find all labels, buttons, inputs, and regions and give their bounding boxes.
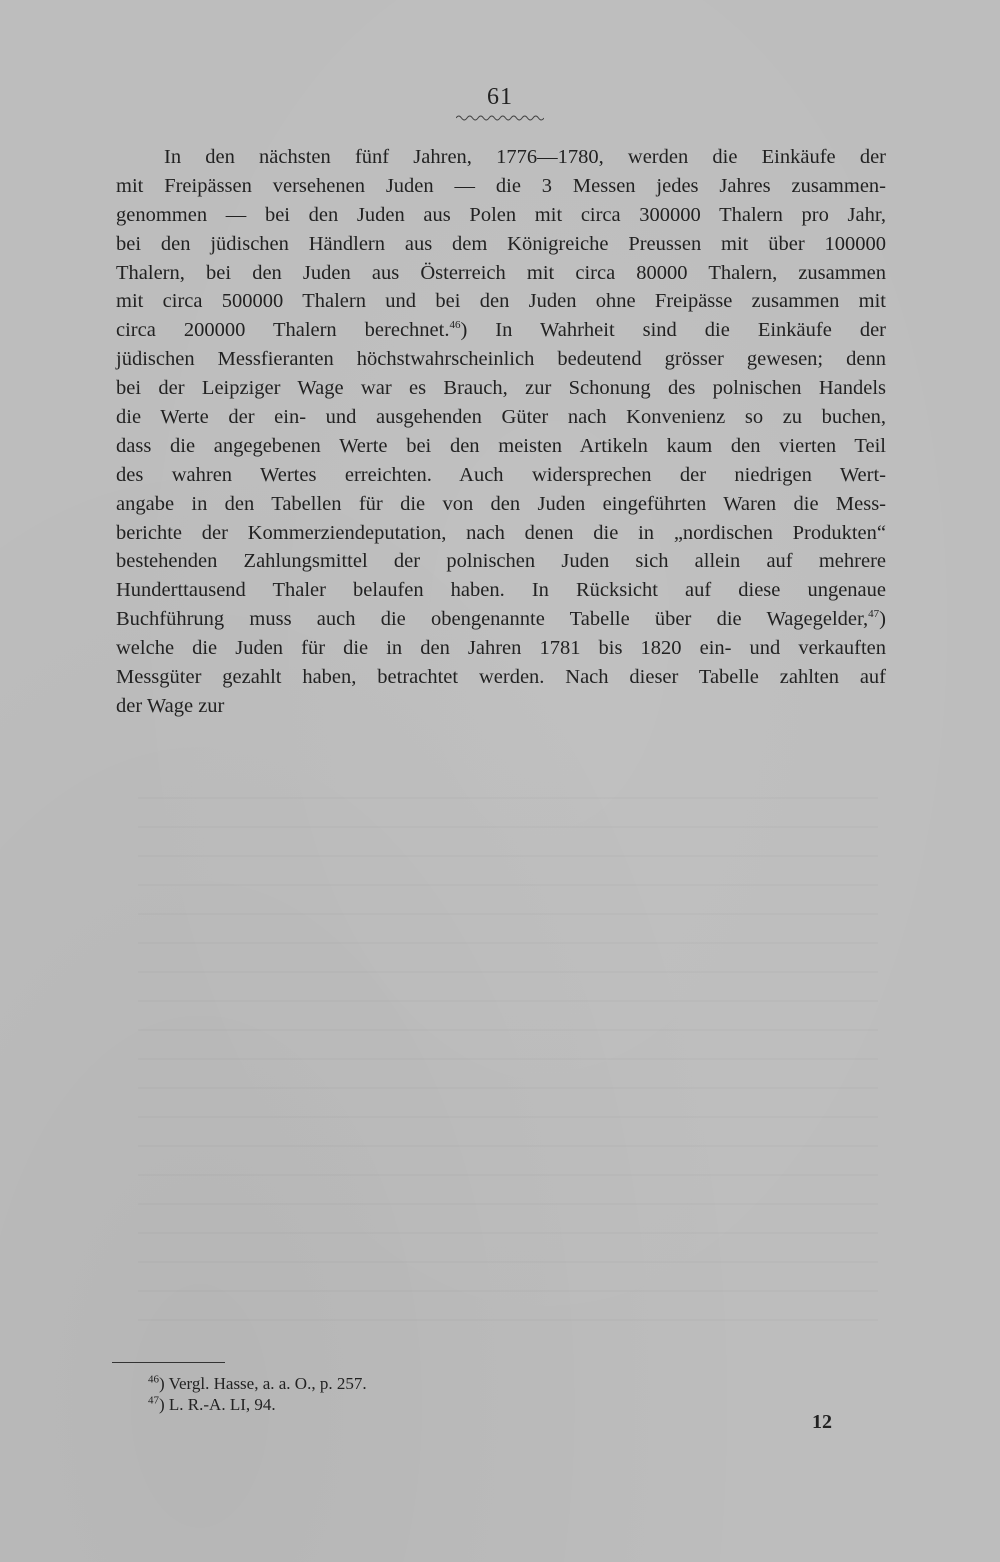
text-segment: Buchführung muss auch die obengenannte Tabelle über die Wagegelder, (116, 608, 869, 631)
faint-bleedthrough (138, 770, 878, 1330)
text-segment: circa 200000 Thalern berechnet. (116, 319, 450, 342)
text-line: welche die Juden für die in den Jahren 1781 bis 1820 ein- und verkauften (116, 637, 886, 660)
footnotes (148, 1373, 367, 1415)
text-line: Messgüter gezahlt haben, betrachtet werden. Nach dieser Tabelle zahlten auf (116, 666, 886, 689)
text-line: jüdischen Messfieranten höchstwahrscheinlich bedeutend grösser gewesen; denn (116, 348, 886, 371)
text-line: mit circa 500000 Thalern und bei den Juden ohne Freipässe zusammen mit (116, 290, 886, 313)
text-line: der Wage zur (116, 694, 225, 717)
footnote-mark: 47 (148, 1394, 159, 1407)
page-number: 61 (487, 84, 513, 110)
text-line-with-footnote-ref: Buchführung muss auch die obengenannte Tabelle über die Wagegelder,$^{47}$) (116, 608, 886, 631)
text-line: bei den jüdischen Händlern aus dem Königreiche Preussen mit über 100000 (116, 232, 886, 255)
text-line: Hunderttausend Thaler belaufen haben. In Rücksicht auf diese ungenaue (116, 579, 886, 602)
text-line: angabe in den Tabellen für die von den Juden eingeführten Waren die Mess- (116, 492, 886, 515)
footnote-ref-46[interactable]: 46 (449, 319, 461, 332)
text-line-with-footnote-ref: circa 200000 Thalern berechnet.$^{46}$) In Wahrheit sind die Einkäufe der (116, 319, 887, 342)
text-line: mit Freipässen versehenen Juden — die 3 Messen jedes Jahres zusammen- (116, 174, 886, 197)
text-line: genommen — bei den Juden aus Polen mit circa 300000 Thalern pro Jahr, (116, 203, 886, 226)
text-line: Thalern, bei den Juden aus Österreich mit circa 80000 Thalern, zusammen (116, 261, 886, 284)
text-segment: In Wahrheit sind die Einkäufe der (467, 319, 887, 342)
footnote-divider (112, 1362, 225, 1363)
footnote-mark: 46 (148, 1373, 159, 1386)
footnote-ref-47[interactable]: 47 (868, 608, 880, 621)
text-line: bei der Leipziger Wage war es Brauch, zur Schonung des polnischen Handels (116, 377, 886, 400)
sheet-signature-number: 12 (812, 1411, 832, 1433)
text-line: des wahren Wertes erreichten. Auch widersprechen der niedrigen Wert- (116, 463, 886, 486)
footnote-46 (148, 1373, 367, 1394)
text-line: In den nächsten fünf Jahren, 1776—1780, werden die Einkäufe der (164, 146, 886, 168)
text-line: dass die angegebenen Werte bei den meisten Artikeln kaum den vierten Teil (116, 434, 886, 457)
body-text (116, 143, 886, 721)
footnote-text: ) L. R.-A. LI, 94. (159, 1395, 276, 1414)
footnote-47 (148, 1394, 367, 1415)
text-line: bestehenden Zahlungsmittel der polnischen Juden sich allein auf mehrere (116, 550, 886, 573)
footnote-text: ) Vergl. Hasse, a. a. O., p. 257. (159, 1374, 367, 1393)
text-line: die Werte der ein- und ausgehenden Güter nach Konvenienz so zu buchen, (116, 406, 886, 429)
text-line: berichte der Kommerziendeputation, nach denen die in „nordischen Produkten“ (116, 521, 886, 544)
wavy-ornament-icon (456, 114, 544, 122)
